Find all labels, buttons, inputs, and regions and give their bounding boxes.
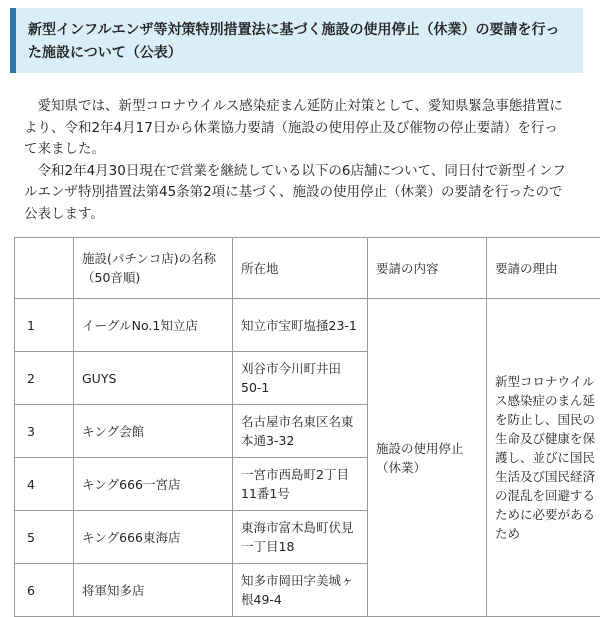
header-address: 所在地 <box>233 238 368 299</box>
row-number: 2 <box>15 352 74 405</box>
facility-address: 刈谷市今川町井田50-1 <box>233 352 368 405</box>
facility-name: 将軍知多店 <box>74 564 233 617</box>
header-request-content: 要請の内容 <box>368 238 487 299</box>
request-reason: 新型コロナウイルス感染症のまん延を防止し、国民の生命及び健康を保護し、並びに国民生活及び国民経済の混乱を回避するために必要があるため <box>487 299 600 617</box>
table-header-row <box>15 238 600 299</box>
table-row <box>15 299 600 352</box>
row-number: 6 <box>15 564 74 617</box>
facility-name: キング666一宮店 <box>74 458 233 511</box>
row-number: 3 <box>15 405 74 458</box>
facility-name: イーグルNo.1知立店 <box>74 299 233 352</box>
facility-name: キング666東海店 <box>74 511 233 564</box>
request-content: 施設の使用停止（休業） <box>368 299 487 617</box>
facility-name: GUYS <box>74 352 233 405</box>
intro-paragraph-1: 愛知県では、新型コロナウイルス感染症まん延防止対策として、愛知県緊急事態措置により、令和2年4月17日から休業協力要請（施設の使用停止及び催物の停止要請）を行って来ました。 <box>24 96 570 161</box>
intro-paragraph-2: 令和2年4月30日現在で営業を継続している以下の6店舗について、同日付で新型インフルエンザ特別措置法第45条第2項に基づく、施設の使用停止（休業）の要請を行ったので公表します。 <box>24 161 570 226</box>
facility-address: 知立市宝町塩掻23-1 <box>233 299 368 352</box>
row-number: 4 <box>15 458 74 511</box>
facility-table <box>14 237 600 617</box>
facility-address: 一宮市西島町2丁目11番1号 <box>233 458 368 511</box>
header-number <box>15 238 74 299</box>
facility-address: 東海市富木島町伏見一丁目18 <box>233 511 368 564</box>
facility-address: 知多市岡田字美城ヶ根49-4 <box>233 564 368 617</box>
header-facility-name: 施設(パチンコ店)の名称（50音順) <box>74 238 233 299</box>
facility-name: キング会館 <box>74 405 233 458</box>
header-request-reason: 要請の理由 <box>487 238 600 299</box>
intro-text <box>24 96 570 225</box>
page-title: 新型インフルエンザ等対策特別措置法に基づく施設の使用停止（休業）の要請を行った施設について（公表） <box>10 8 583 73</box>
row-number: 1 <box>15 299 74 352</box>
row-number: 5 <box>15 511 74 564</box>
facility-address: 名古屋市名東区名東本通3-32 <box>233 405 368 458</box>
